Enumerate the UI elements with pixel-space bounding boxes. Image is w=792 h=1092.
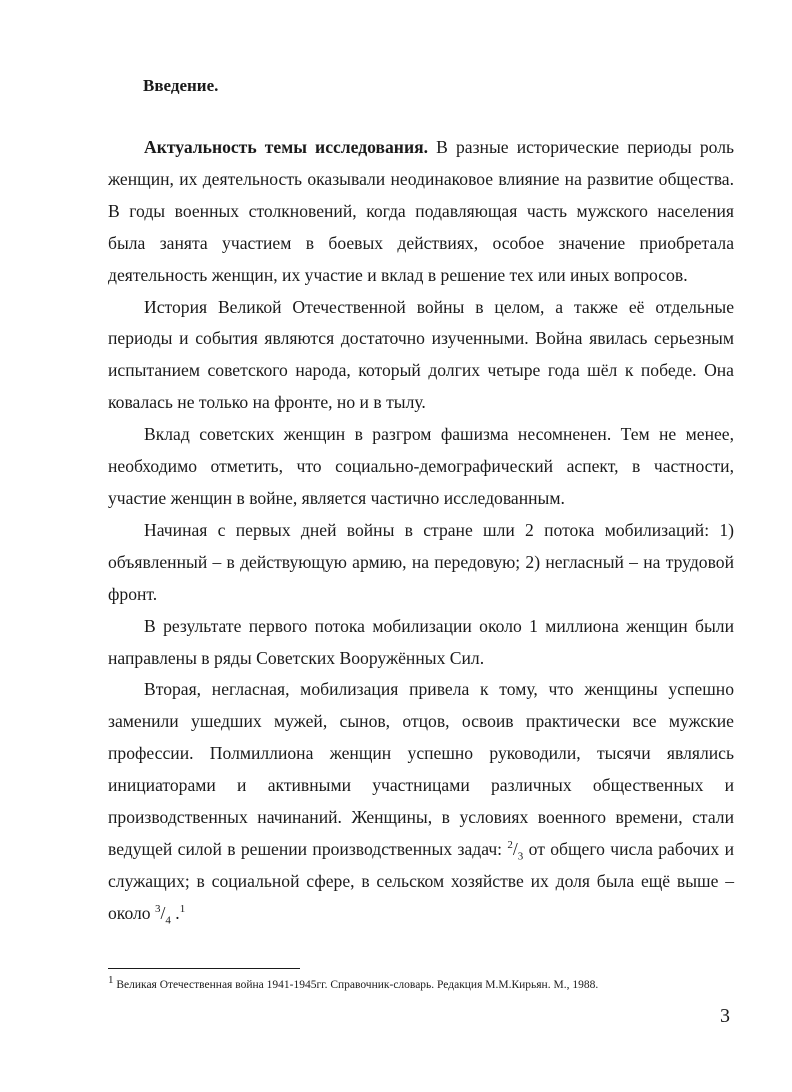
paragraph-lead: Актуальность темы исследования.	[144, 137, 429, 157]
section-heading: Введение.	[143, 76, 219, 95]
paragraph-contribution: Вклад советских женщин в разгром фашизма несомненен. Тем не менее, необходимо отметить, что социально-демографический аспект, в частности, участие женщин в войне, является частично исследованным.	[108, 424, 734, 508]
paragraph-relevance	[108, 132, 734, 292]
paragraph-text: В разные исторические периоды роль женщин, их деятельность оказывали неодинаковое влияние на развитие общества. В годы военных столкновений, когда подавляющая часть мужского населения была занята участием в боевых действиях, особое значение приобретала деятельность женщин, их участие и вклад в решение тех или иных вопросов.	[108, 137, 735, 285]
paragraph-second-flow: Вторая, негласная, мобилизация привела к тому, что женщины успешно заменили ушедших мужей, сынов, отцов, освоив практически все мужские профессии. Полмиллиона женщин успешно руководили, тысячи являлись инициаторами и активными участницами различных общественных и производственных начинаний. Женщины, в условиях военного времени, стали ведущей силой в решении производственных задач: $^2/_3$ от общего числа рабочих и служащих; в социальной сфере, в сельском хозяйстве их доля была ещё выше – около $^3/_4$ .$^1$	[108, 679, 734, 927]
paragraph-text: Вторая, негласная, мобилизация привела к тому, что женщины успешно заменили ушедших мужей, сынов, отцов, освоив практически все мужские профессии. Полмиллиона женщин успешно руководили, тысячи являлись инициаторами и активными участницами различных общественных и производственных начинаний. Женщины, в условиях военного времени, стали ведущей силой в решении производственных задач:	[108, 679, 734, 859]
body-text	[108, 132, 734, 930]
footnote-divider	[108, 968, 300, 969]
fraction-denominator: 3	[517, 850, 524, 863]
footnote-text: Великая Отечественная война 1941-1945гг. Справочник-словарь. Редакция М.М.Кирьян. М., 1988.	[113, 979, 599, 991]
paragraph-text: .	[170, 902, 180, 923]
fraction-numerator: 2	[507, 839, 513, 852]
paragraph-text: от общего числа рабочих и служащих; в социальной сфере, в сельском хозяйстве их доля была ещё выше – около	[108, 838, 734, 923]
paragraph-mobilization: Начиная с первых дней войны в стране шли 2 потока мобилизаций: 1) объявленный – в действующую армию, на передовую; 2) негласный – на трудовой фронт.	[108, 519, 734, 604]
paragraph-history: История Великой Отечественной войны в целом, а также её отдельные периоды и события являются достаточно изученными. Война явилась серьезным испытанием советского народа, который долгих четыре года шёл к победе. Она ковалась не только на фронте, но и в тылу.	[108, 296, 734, 413]
footnote-marker: 1	[108, 974, 114, 987]
footnote-reference[interactable]: 1	[179, 902, 186, 915]
paragraph-first-flow: В результате первого потока мобилизации около 1 миллиона женщин были направлены в ряды Советских Вооружённых Сил.	[108, 615, 734, 668]
footnote	[108, 974, 728, 993]
fraction-numerator: 3	[155, 902, 161, 915]
fraction-denominator: 4	[165, 914, 171, 927]
page-number: 3	[720, 1005, 730, 1027]
